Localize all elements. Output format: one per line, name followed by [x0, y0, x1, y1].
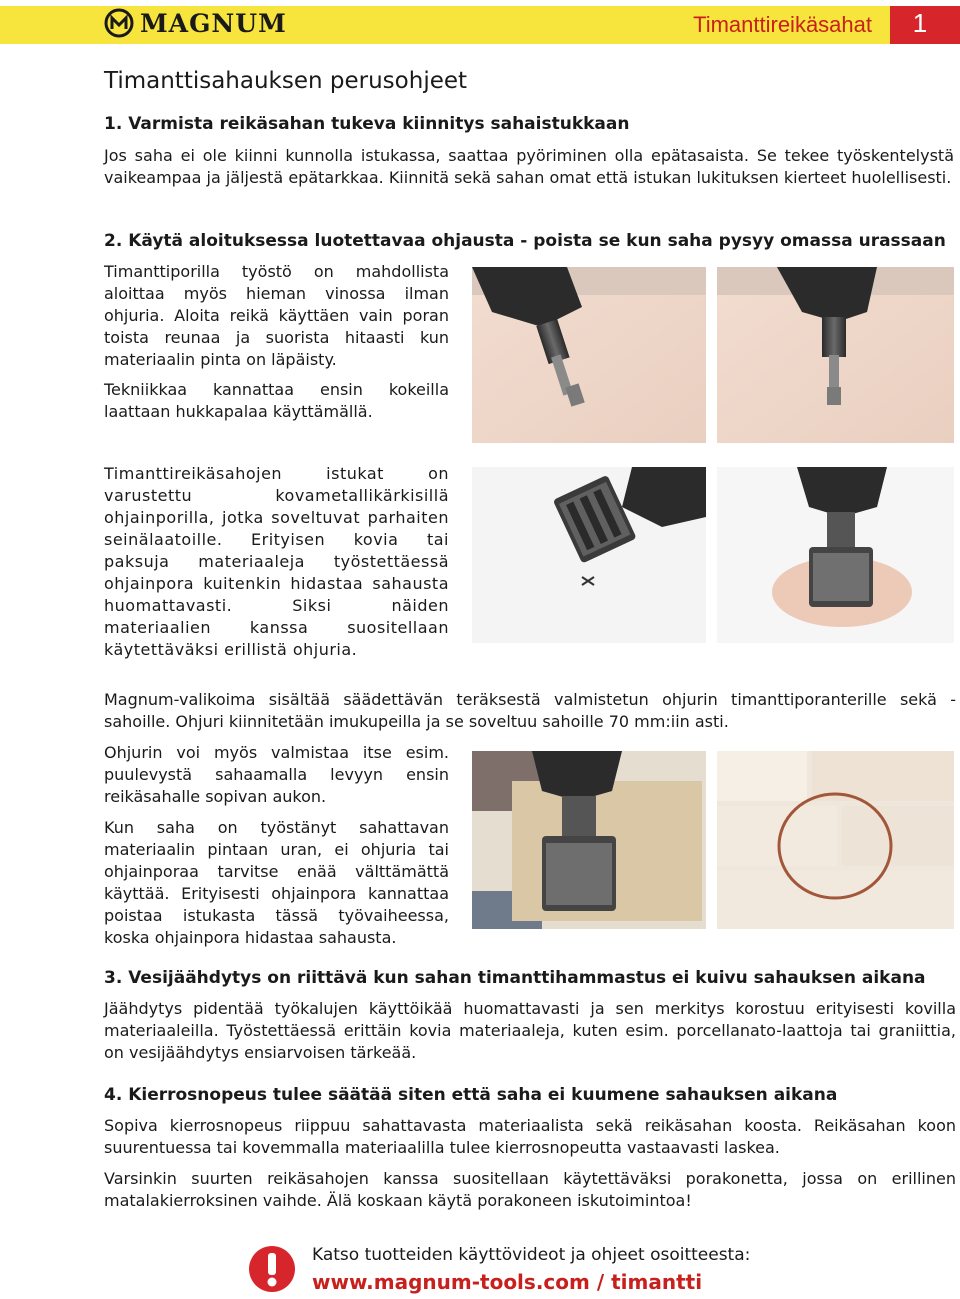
section-2-paragraph-1: Timanttiporilla työstö on mahdollista aloittaa myös hieman vinossa ilman ohjuria. Aloita reikä käyttäen vain poran toista reunaa ja suorista hitaasti kun materiaalin pinta on läpäisty. — [104, 262, 449, 369]
photo-angled-start — [472, 267, 706, 443]
section-4-paragraph-2: Varsinkin suurten reikäsahojen kanssa suositellaan käytettäväksi porakonetta, jossa on erillinen matalakierroksinen vaihde. Älä koskaan käytä porakoneen iskutoimintoa! — [104, 1169, 956, 1210]
section-2-paragraph-3: Timanttireikäsahojen istukat on varustettu kovametallikärkisillä ohjainporilla, jotka soveltuvat parhaiten seinälaatoille. Erityisen kovia tai paksuja materiaaleja työstettäessä ohjainpora kuitenkin hidastaa sahausta huomattavasti. Siksi näiden materiaalien kanssa suositellaan käytettäväksi erillistä ohjuria. — [104, 464, 449, 659]
page-number: 1 — [912, 8, 928, 38]
magnum-logo — [104, 7, 287, 39]
section-2-heading: 2. Käytä aloituksessa luotettavaa ohjausta - poista se kun saha pysyy omassa urassaan — [104, 231, 946, 251]
section-1-heading: 1. Varmista reikäsahan tukeva kiinnitys sahaistukkaan — [104, 114, 630, 134]
section-4-paragraph-1: Sopiva kierrosnopeus riippuu sahattavasta materiaalista sekä reikäsahan koosta. Reikäsahan koon suurentuessa tai kovemmalla materiaalilla tulee kierrosnopeutta vastaavasti laskea. — [104, 1116, 956, 1157]
photo-straight-drilling — [717, 267, 954, 443]
footer-url-link[interactable]: www.magnum-tools.com / timantti — [312, 1270, 703, 1294]
header-section-title: Timanttireikäsahat — [693, 12, 872, 37]
photo-pilot-drilling-tile — [717, 467, 954, 643]
page-title: Timanttisahauksen perusohjeet — [104, 68, 468, 94]
section-2-paragraph-2: Tekniikkaa kannattaa ensin kokeilla laattaan hukkapalaa käyttämällä. — [104, 380, 449, 421]
section-4-heading: 4. Kierrosnopeus tulee säätää siten että saha ei kuumene sahauksen aikana — [104, 1085, 838, 1105]
section-2-paragraph-6: Kun saha on työstänyt sahattavan materiaalin pintaan uran, ei ohjuria tai ohjainporaa tarvitse enää välttämättä käyttää. Erityisesti ohjainpora kannattaa poistaa istukasta tässä työvaiheessa, koska ohjainpora hidastaa sahausta. — [104, 818, 449, 947]
section-3-paragraph: Jäähdytys pidentää työkalujen käyttöikää huomattavasti ja sen merkitys korostuu erityisesti kovilla materiaaleilla. Työstettäessä erittäin kovia materiaaleja, kuten esim. porcellanato-laattoja tai graniittia, on vesijäähdytys ensiarvoisen tärkeää. — [104, 999, 956, 1062]
footer-text: Katso tuotteiden käyttövideot ja ohjeet osoitteesta: — [312, 1245, 751, 1265]
section-1-paragraph: Jos saha ei ole kiinni kunnolla istukassa, saattaa pyöriminen olla epätasaista. Se tekee työskentelystä vaikeampaa ja jäljestä epätarkkaa. Kiinnitä sekä sahan omat että istukan lukituksen kierteet huolellisesti. — [104, 146, 954, 187]
photo-wooden-guide — [472, 751, 706, 929]
photo-cut-ring-on-tile — [717, 751, 954, 929]
section-3-heading: 3. Vesijäähdytys on riittävä kun sahan timanttihammastus ei kuivu sahauksen aikana — [104, 968, 926, 988]
section-2-paragraph-5: Ohjurin voi myös valmistaa itse esim. puulevystä sahaamalla levyyn ensin reikäsahalle sopivan aukon. — [104, 743, 449, 806]
photo-core-bit-with-pilot — [472, 467, 706, 643]
logo-text: MAGNUM — [140, 8, 287, 38]
exclamation-icon — [248, 1245, 296, 1293]
logo-mark-icon — [104, 8, 134, 38]
section-2-paragraph-4: Magnum-valikoima sisältää säädettävän teräksestä valmistetun ohjurin timanttiporanterille sekä -sahoille. Ohjuri kiinnitetään imukupeilla ja se soveltuu sahoille 70 mm:iin asti. — [104, 690, 956, 731]
